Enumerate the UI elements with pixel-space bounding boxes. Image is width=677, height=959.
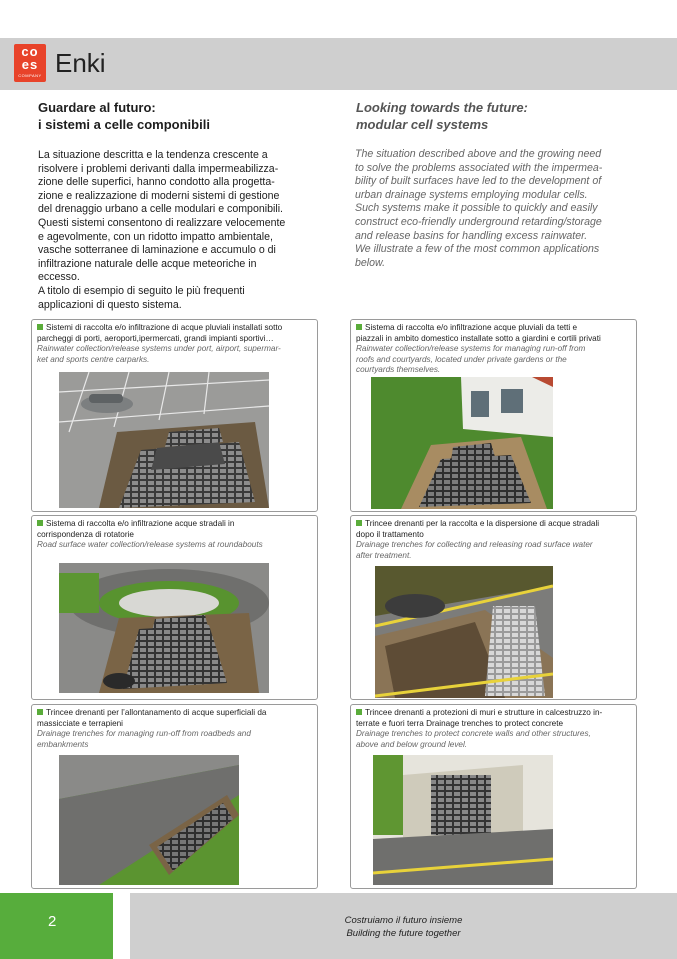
text-line: Questi sistemi consentono di realizzare velocemente [38,216,286,229]
caption-english: above and below ground level. [356,739,468,749]
page-number: 2 [48,913,57,930]
logo-text-es: es [21,57,39,72]
concrete-wall-trench-illustration [373,755,553,885]
caption-italian [37,708,313,719]
text-line: vasche sotterranee di laminazione e accumulo o di [38,244,276,257]
caption-line: Sistema di raccolta e/o infiltrazione acque pluviali da tetti e [365,323,578,332]
caption-line: Trincee drenanti per l’allontanamento di acque superficiali da [46,708,267,717]
card-caption [37,708,313,750]
text-line: and release basins for handling excess rainwater. [355,229,588,242]
carpark-cells-illustration [59,372,269,508]
caption-english: Road surface water collection/release systems at roundabouts [37,540,263,549]
green-bullet-icon [37,709,43,715]
green-bullet-icon [356,324,362,330]
caption-english: Rainwater collection/release systems under port, airport, supermar- [37,344,281,353]
english-title [356,99,646,133]
header-bar [0,38,677,90]
caption-line: Sistema di raccolta e/o infiltrazione acque stradali in [46,519,235,528]
text-line: del drenaggio urbano a celle modulari e componibili. [38,203,283,216]
caption-english: embankments [37,739,89,749]
caption-english: Drainage trenches for managing run-off from roadbeds and [37,729,251,738]
italian-title-line: i sistemi a celle componibili [38,117,210,132]
text-line: risolvere i problemi derivanti dalla impermeabilizza- [38,162,279,175]
text-line: A titolo di esempio di seguito le più frequenti [38,284,245,297]
card-caption [356,519,632,561]
card-caption [37,519,313,551]
caption-english: Rainwater collection/release systems for managing run-off from [356,344,586,353]
tagline-english: Building the future together [346,928,461,939]
italian-intro-paragraph [38,149,326,312]
text-line: We illustrate a few of the most common applications [355,243,600,256]
green-bullet-icon [356,709,362,715]
caption-english: Drainage trenches for collecting and releasing road surface water [356,540,593,549]
caption-italian: parcheggi di porti, aeroporti,ipermercati, grandi impianti sportivi… [37,333,274,343]
caption-italian: piazzali in ambito domestico installate sotto a giardini e cortili privati [356,333,601,343]
text-line: to solve the problems associated with the impermea- [355,161,603,174]
caption-line: Trincee drenanti a protezioni di muri e strutture in calcestruzzo in- [365,708,603,717]
caption-italian [356,519,632,530]
caption-line: Sistemi di raccolta e/o infiltrazione di acque pluviali installati sotto [46,323,283,332]
caption-italian [37,323,313,334]
card-caption [356,323,632,376]
caption-italian [356,323,632,334]
card-caption [356,708,632,750]
brand-name: Enki [55,48,106,78]
tagline-italian: Costruiamo il futuro insieme [344,915,463,926]
text-line: eccesso. [38,271,80,284]
text-line: The situation described above and the growing need [355,148,602,160]
caption-english: after treatment. [356,550,412,560]
card-caption [37,323,313,365]
text-line: infiltrazione naturale delle acque meteoriche in [38,257,257,270]
text-line: urban drainage systems employing modular cells. [355,188,588,201]
application-card-carparks [31,319,318,512]
text-line: construct eco-friendly underground retarding/storage [355,215,602,228]
text-line: Such systems make it possible to quickly and easily [355,202,598,215]
caption-italian: terrate e fuori terra Drainage trenches to protect concrete [356,718,564,728]
application-card-concrete-walls [350,704,637,889]
logo-text-co: co [21,44,39,59]
caption-line: Trincee drenanti per la raccolta e la dispersione di acque stradali [365,519,600,528]
green-bullet-icon [356,520,362,526]
page-number-box [0,893,113,959]
italian-title-line: Guardare al futuro: [38,100,156,115]
english-intro-paragraph [355,148,645,270]
caption-italian: dopo il trattamento [356,529,424,539]
footer-tagline-bar [130,893,677,959]
english-title-line: modular cell systems [356,117,489,132]
caption-english: courtyards themselves. [356,365,441,374]
application-card-domestic [350,319,637,512]
caption-italian: corrispondenza di rotatorie [37,529,134,539]
text-line: La situazione descritta e la tendenza crescente a [38,149,268,161]
text-line: below. [355,256,386,269]
text-line: applicazioni di questo sistema. [38,298,182,311]
green-bullet-icon [37,520,43,526]
coes-logo [14,44,46,82]
text-line: e agevolmente, con un ridotto impatto ambientale, [38,230,273,243]
green-bullet-icon [37,324,43,330]
application-card-road-trenches [350,515,637,700]
caption-italian: massicciate e terrapieni [37,718,124,728]
caption-italian [37,519,313,530]
english-title-line: Looking towards the future: [356,100,528,115]
italian-title [38,99,328,133]
road-trench-illustration [375,566,553,698]
embankment-trench-illustration [59,755,239,885]
roundabout-cells-illustration [59,563,269,693]
text-line: bility of built surfaces have led to the development of [355,175,602,188]
garden-cells-illustration [371,377,553,509]
caption-english: roofs and courtyards, located under private gardens or the [356,354,567,364]
logo-text-company: COMPANY [18,73,42,78]
caption-italian [356,708,632,719]
application-card-embankments [31,704,318,889]
text-line: zione delle superfici, hanno condotto alla progetta- [38,176,275,189]
caption-english: ket and sports centre carparks. [37,354,150,364]
application-card-roundabouts [31,515,318,700]
text-line: zione e realizzazione di moderni sistemi di gestione [38,189,280,202]
caption-english: Drainage trenches to protect concrete walls and other structures, [356,729,591,738]
